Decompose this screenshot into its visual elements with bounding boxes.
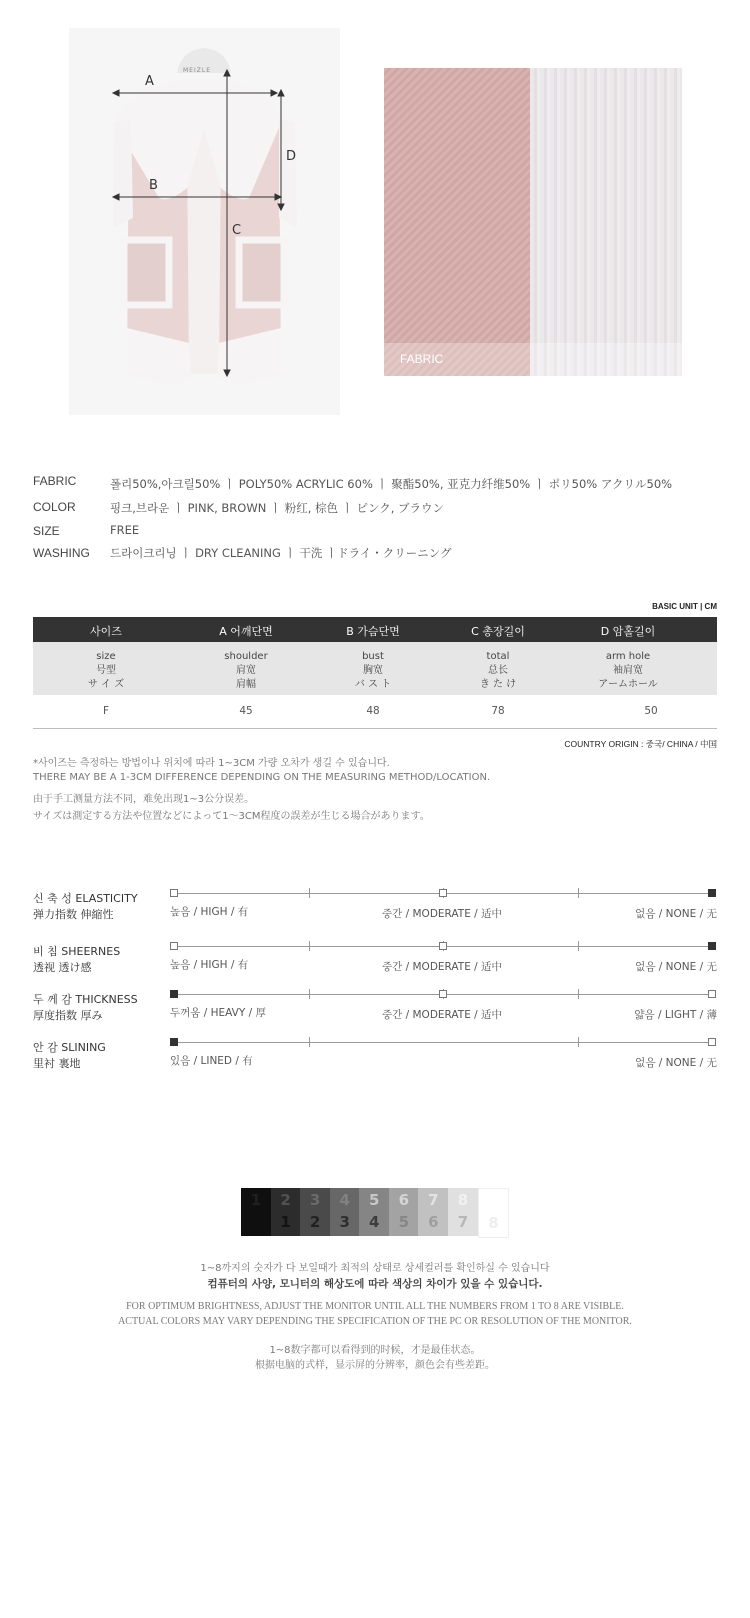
subheader-text: アームホール: [598, 679, 658, 690]
size-note-ja: サイズは測定する方法や位置などによって1〜3CM程度の誤差が生じる場合があります。: [33, 811, 430, 822]
cell-bust: 48: [366, 705, 380, 717]
property-label-sheerness: 비 침 SHEERNES: [33, 945, 121, 958]
measure-label-a: A: [145, 74, 154, 89]
subheader-text: 胸宽: [362, 665, 383, 676]
property-scale-tick: [578, 989, 579, 999]
gray-scale-number-bottom: 5: [398, 1213, 410, 1231]
property-scale-tick: [309, 1037, 310, 1047]
spec-value-size: FREE: [110, 523, 140, 537]
monitor-note-en-1: FOR OPTIMUM BRIGHTNESS, ADJUST THE MONITOR UNTIL ALL THE NUMBERS FROM 1 TO 8 ARE VISIBLE.: [126, 1301, 624, 1312]
property-label-sub-sheerness: 透视 透け感: [33, 961, 92, 974]
subheader-text: 袖肩宽: [613, 665, 643, 676]
property-scale-tick: [578, 888, 579, 898]
property-text-mid-sheerness: 중간 / MODERATE / 适中: [382, 961, 503, 973]
subheader-text: 总长: [487, 665, 508, 676]
property-scale-tick: [309, 989, 310, 999]
header-total: C 총장길이: [471, 625, 525, 638]
property-marker-mid-sheerness: [439, 942, 447, 950]
spec-label-fabric: FABRIC: [33, 474, 77, 488]
subheader-text: arm hole: [605, 651, 651, 662]
monitor-note-zh-1: 1~8数字都可以看得到的时候，才是最佳状态。: [269, 1345, 481, 1356]
header-shoulder: A 어깨단면: [219, 625, 273, 638]
gray-scale-number-bottom: 8: [488, 1214, 499, 1232]
size-table-subheader: [33, 642, 717, 695]
gray-scale-number-bottom: 7: [457, 1213, 469, 1231]
gray-scale-number-top: 2: [280, 1191, 291, 1209]
gray-scale-cell: [389, 1188, 419, 1236]
property-marker-left-elasticity: [170, 889, 178, 897]
fabric-caption: FABRIC: [400, 352, 444, 366]
gray-scale-number-top: 4: [339, 1191, 350, 1209]
gray-scale-number-top: 7: [428, 1191, 439, 1209]
header-bust: B 가슴단면: [346, 625, 400, 638]
subheader-text: バ ス ト: [354, 679, 392, 690]
property-marker-right-sheerness: [708, 942, 716, 950]
property-marker-left-sheerness: [170, 942, 178, 950]
subheader-text: shoulder: [224, 651, 268, 662]
header-armhole: D 암홀길이: [600, 625, 656, 638]
gray-scale-cell: [300, 1188, 330, 1236]
property-label-sub-thickness: 厚度指数 厚み: [33, 1009, 103, 1022]
property-marker-left-thickness: [170, 990, 178, 998]
fabric-swatch-suede: [384, 68, 530, 376]
header-size: 사이즈: [90, 625, 122, 638]
property-text-right-thickness: 얇음 / LIGHT / 薄: [634, 1009, 717, 1021]
spec-label-size: SIZE: [33, 524, 60, 538]
subheader-shoulder: [224, 650, 267, 692]
size-note-en: THERE MAY BE A 1-3CM DIFFERENCE DEPENDING ON THE MEASURING METHOD/LOCATION.: [33, 772, 491, 783]
subheader-total: [480, 650, 516, 692]
monitor-note-zh-2: 根据电脑的式样，显示屏的分辨率，颜色会有些差距。: [255, 1360, 495, 1371]
vest-illustration: [69, 28, 340, 415]
cell-shoulder: 45: [239, 705, 253, 717]
size-note-ko: *사이즈는 측정하는 방법이나 위치에 따라 1~3CM 가량 오차가 생길 수 있습니다.: [33, 758, 390, 769]
subheader-text: 肩宽: [236, 665, 256, 676]
gray-scale-cell: [241, 1188, 271, 1236]
spec-value-washing: 드라이크리닝 ㅣ DRY CLEANING ㅣ 干洗 ㅣドライ・クリーニング: [110, 546, 452, 560]
size-table-header: [33, 617, 717, 642]
spec-label-color: COLOR: [33, 500, 76, 514]
gray-scale-strip: [241, 1188, 509, 1236]
property-text-right-elasticity: 없음 / NONE / 无: [635, 908, 717, 920]
property-marker-right-thickness: [708, 990, 716, 998]
size-note-zh: 由于手工测量方法不同，难免出现1~3公分误差。: [33, 794, 255, 805]
gray-scale-cell: [418, 1188, 448, 1236]
property-scale-tick: [309, 888, 310, 898]
gray-scale-number-bottom: 3: [339, 1213, 350, 1231]
property-scale-tick: [578, 1037, 579, 1047]
gray-scale-cell: [448, 1188, 478, 1236]
subheader-armhole: [598, 650, 658, 692]
brand-tag: MEIZLE: [183, 67, 211, 74]
cell-armhole: 50: [644, 705, 658, 717]
property-text-left-thickness: 두꺼움 / HEAVY / 厚: [170, 1007, 266, 1019]
spec-value-color: 핑크,브라운 ㅣ PINK, BROWN ㅣ 粉红, 棕色 ㅣ ピンク, ブラウン: [110, 501, 445, 515]
property-scale-tick: [578, 941, 579, 951]
monitor-note-en-2: ACTUAL COLORS MAY VARY DEPENDING THE SPECIFICATION OF THE PC OR RESOLUTION OF THE MONITOR.: [118, 1316, 632, 1327]
property-text-right-lining: 없음 / NONE / 无: [635, 1057, 717, 1069]
gray-scale-cell: [330, 1188, 360, 1236]
gray-scale-number-top: 5: [369, 1191, 380, 1209]
gray-scale-cell: [359, 1188, 389, 1236]
subheader-text: 肩幅: [236, 679, 256, 690]
property-marker-mid-elasticity: [439, 889, 447, 897]
property-label-sub-elasticity: 弹力指数 伸縮性: [33, 908, 114, 921]
subheader-text: サ イ ズ: [87, 679, 125, 690]
fabric-swatch-fur: [530, 68, 682, 376]
property-scale-tick: [309, 941, 310, 951]
property-text-left-elasticity: 높음 / HIGH / 有: [170, 906, 249, 918]
property-marker-right-elasticity: [708, 889, 716, 897]
gray-scale-number-top: 3: [309, 1191, 321, 1209]
basic-unit-note: BASIC UNIT | CM: [652, 602, 717, 611]
table-row: [33, 695, 717, 729]
subheader-text: bust: [362, 651, 384, 662]
gray-scale-cell: [478, 1188, 510, 1238]
subheader-bust: [355, 650, 391, 692]
monitor-note-ko-1: 1~8까지의 숫자가 다 보일때가 최적의 상태로 상세컬러를 확인하실 수 있습니다: [200, 1263, 550, 1274]
property-text-mid-elasticity: 중간 / MODERATE / 适中: [382, 908, 503, 920]
subheader-text: total: [486, 651, 510, 662]
subheader-text: 号型: [95, 665, 116, 676]
property-label-elasticity: 신 축 성 ELASTICITY: [33, 892, 138, 905]
property-scale-line-lining: [174, 1042, 712, 1043]
size-table: [33, 617, 717, 729]
property-text-left-sheerness: 높음 / HIGH / 有: [170, 959, 249, 971]
gray-scale-number-bottom: 6: [428, 1213, 439, 1231]
property-marker-mid-thickness: [439, 990, 447, 998]
property-label-sub-lining: 里衬 裏地: [33, 1057, 81, 1070]
measure-label-d: D: [286, 149, 297, 164]
property-marker-right-lining: [708, 1038, 716, 1046]
property-label-thickness: 두 께 감 THICKNESS: [33, 993, 138, 1006]
measure-label-b: B: [149, 178, 158, 193]
gray-scale-number-top: 8: [457, 1191, 469, 1209]
subheader-text: き た け: [479, 679, 517, 690]
fabric-swatch: [384, 68, 682, 376]
subheader-size: [88, 650, 124, 692]
property-text-left-lining: 있음 / LINED / 有: [170, 1055, 253, 1067]
gray-scale-number-bottom: 1: [280, 1213, 291, 1231]
vest-photo: [69, 28, 340, 415]
subheader-text: size: [96, 651, 116, 662]
gray-scale-number-top: 1: [250, 1191, 262, 1209]
property-label-lining: 안 감 SLINING: [33, 1041, 106, 1054]
monitor-note-ko-2: 컴퓨터의 사양, 모니터의 해상도에 따라 색상의 차이가 있을 수 있습니다.: [207, 1278, 543, 1290]
gray-scale-cell: [271, 1188, 301, 1236]
gray-scale-number-bottom: 4: [369, 1213, 380, 1231]
cell-size: F: [102, 705, 110, 717]
property-marker-left-lining: [170, 1038, 178, 1046]
country-origin: COUNTRY ORIGIN : 중국/ CHINA / 中国: [564, 739, 717, 749]
property-text-right-sheerness: 없음 / NONE / 无: [635, 961, 717, 973]
cell-total: 78: [491, 705, 505, 717]
property-text-mid-thickness: 중간 / MODERATE / 适中: [382, 1009, 503, 1021]
spec-value-fabric: 폴리50%,아크릴50% ㅣ POLY50% ACRYLIC 60% ㅣ 聚酯50%, 亚克力纤维50% ㅣ ポリ50% アクリル50%: [110, 477, 673, 491]
gray-scale-number-top: 6: [398, 1191, 410, 1209]
measure-label-c: C: [232, 223, 242, 238]
gray-scale-number-bottom: 2: [309, 1213, 321, 1231]
spec-label-washing: WASHING: [33, 546, 90, 560]
